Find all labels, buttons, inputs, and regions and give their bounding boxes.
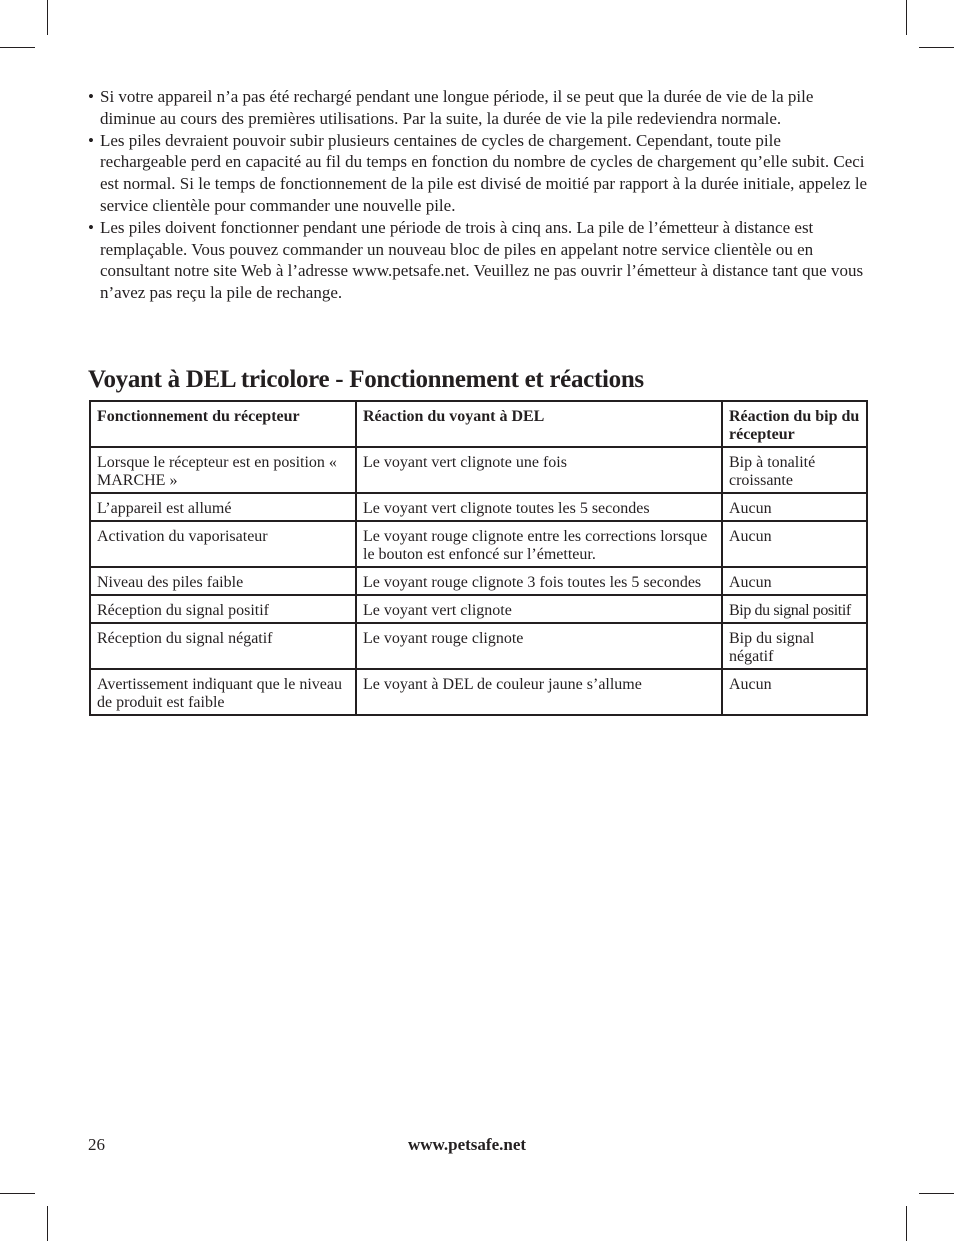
table-header-row [90, 401, 867, 447]
table-cell: Le voyant vert clignote toutes les 5 secondes [356, 493, 722, 521]
table-cell: Bip à tonalité croissante [722, 447, 867, 493]
led-reactions-table [89, 400, 868, 716]
table-cell: Aucun [722, 521, 867, 567]
table-cell: Réception du signal négatif [90, 623, 356, 669]
page-number: 26 [88, 1135, 105, 1154]
table-cell: Lorsque le récepteur est en position « MARCHE » [90, 447, 356, 493]
battery-notes-list [88, 86, 868, 304]
table-cell: Niveau des piles faible [90, 567, 356, 595]
crop-mark [0, 1193, 35, 1194]
crop-mark [47, 0, 48, 35]
table-cell: Le voyant rouge clignote [356, 623, 722, 669]
table-cell: Avertissement indiquant que le niveau de produit est faible [90, 669, 356, 715]
table-cell: Réception du signal positif [90, 595, 356, 623]
crop-mark [919, 1193, 954, 1194]
table-row [90, 521, 867, 567]
table-row [90, 447, 867, 493]
table-cell: Aucun [722, 493, 867, 521]
crop-mark [919, 47, 954, 48]
table-cell: Le voyant à DEL de couleur jaune s’allume [356, 669, 722, 715]
table-cell: Le voyant rouge clignote entre les corrections lorsque le bouton est enfoncé sur l’émetteur. [356, 521, 722, 567]
table-row [90, 567, 867, 595]
table-row [90, 595, 867, 623]
crop-mark [906, 1206, 907, 1241]
list-item: • Si votre appareil n’a pas été rechargé pendant une longue période, il se peut que la durée de vie de la pile diminue au cours des premières utilisations. Par la suite, la durée de vie la pile redeviendra normale. [88, 87, 814, 128]
table-cell: Le voyant vert clignote [356, 595, 722, 623]
section-title: Voyant à DEL tricolore - Fonctionnement et réactions [88, 366, 644, 393]
column-header-beep: Réaction du bip du récepteur [722, 401, 867, 447]
crop-mark [47, 1206, 48, 1241]
table-row [90, 493, 867, 521]
table-row [90, 623, 867, 669]
table-cell: Aucun [722, 669, 867, 715]
table-row [90, 669, 867, 715]
crop-mark [906, 0, 907, 35]
column-header-operation: Fonctionnement du récepteur [90, 401, 356, 447]
table-cell: L’appareil est allumé [90, 493, 356, 521]
table-cell: Le voyant vert clignote une fois [356, 447, 722, 493]
table-cell: Bip du signal positif [722, 595, 867, 623]
list-item: • Les piles devraient pouvoir subir plusieurs centaines de cycles de chargement. Cependant, toute pile rechargeable perd en capacité au fil du temps en fonction du nombre de cycles de chargement qu’elle subit. Ceci est normal. Si le temps de fonctionnement de la pile est divisé de moitié par rapport à la durée initiale, appelez le service clientèle pour commander une nouvelle pile. [88, 130, 868, 215]
footer-url: www.petsafe.net [408, 1135, 527, 1154]
table-cell: Le voyant rouge clignote 3 fois toutes les 5 secondes [356, 567, 722, 595]
table-cell: Bip du signal négatif [722, 623, 867, 669]
table-cell: Activation du vaporisateur [90, 521, 356, 567]
list-item: • Les piles doivent fonctionner pendant une période de trois à cinq ans. La pile de l’émetteur à distance est remplaçable. Vous pouvez commander un nouveau bloc de piles en appelant notre service clientèle ou en consultant notre site Web à l’adresse www.petsafe.net. Veuillez ne pas ouvrir l’émetteur à distance tant que vous n’avez pas reçu la pile de rechange. [88, 217, 864, 303]
table-cell: Aucun [722, 567, 867, 595]
crop-mark [0, 47, 35, 48]
column-header-led: Réaction du voyant à DEL [356, 401, 722, 447]
